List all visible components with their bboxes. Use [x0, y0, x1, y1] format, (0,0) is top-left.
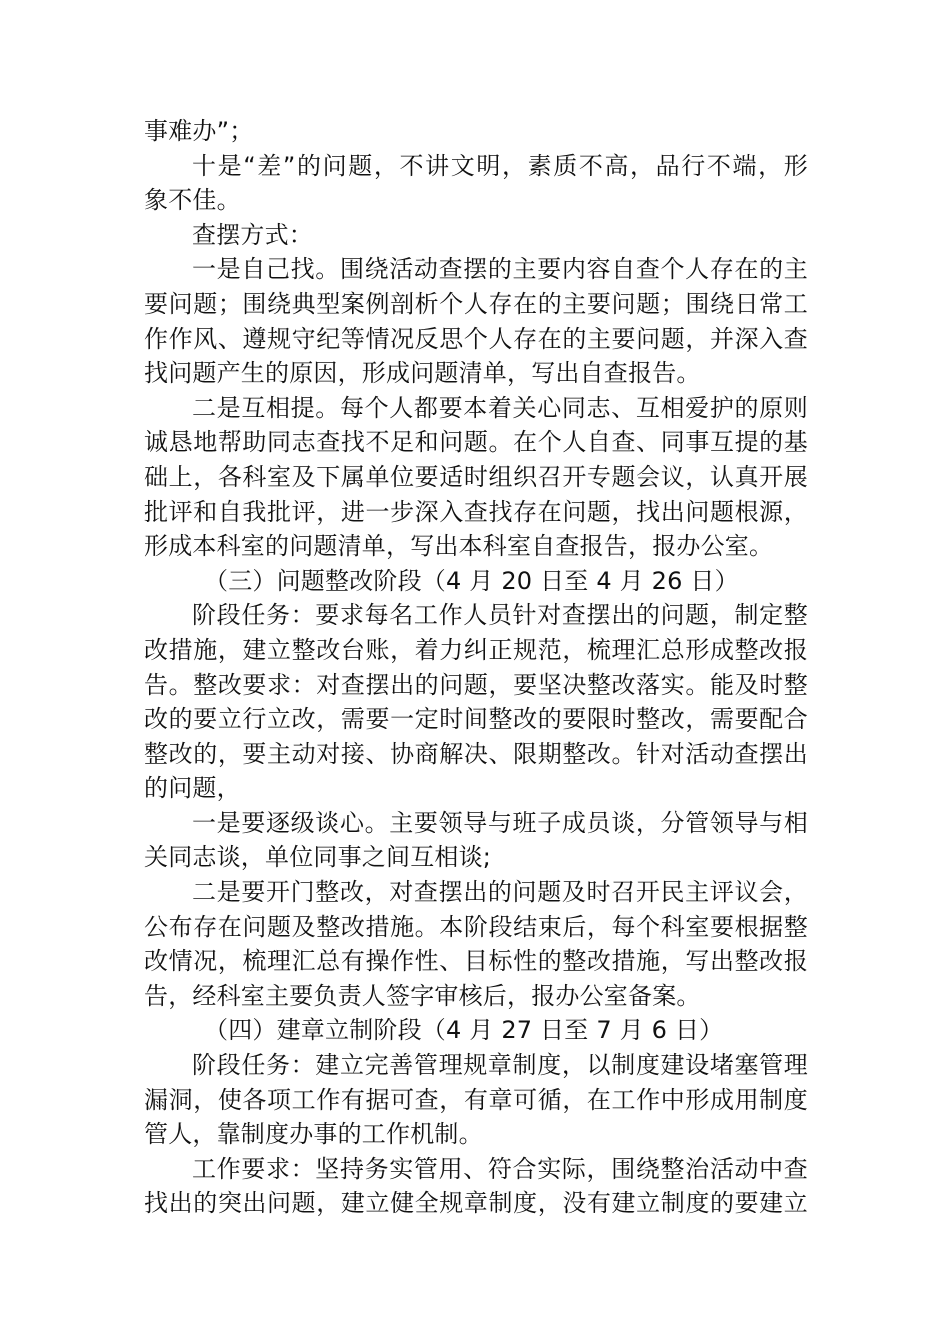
text-line: 的问题，: [144, 774, 241, 803]
text-line: 漏洞，使各项工作有据可查，有章可循，在工作中形成用制度: [144, 1085, 808, 1114]
text-line: 要问题；围绕典型案例剖析个人存在的主要问题；围绕日常工: [144, 289, 808, 318]
text-line: 事难办”；: [144, 117, 254, 145]
text-line: 改情况，梳理汇总有操作性、目标性的整改措施，写出整改报: [144, 947, 808, 976]
text-line: 十是“差”的问题，不讲文明，素质不高，品行不端，形: [192, 151, 808, 180]
text-line: 诚恳地帮助同志查找不足和问题。在个人自查、同事互提的基: [144, 428, 808, 457]
text-line: 阶段任务：建立完善管理规章制度，以制度建设堵塞管理: [192, 1051, 808, 1080]
text-line: 阶段任务：要求每名工作人员针对查摆出的问题，制定整: [192, 601, 808, 630]
section-heading: （四）建章立制阶段（4 月 27 日至 7 月 6 日）: [204, 1016, 724, 1045]
text-line: 找出的突出问题，建立健全规章制度，没有建立制度的要建立: [144, 1189, 808, 1218]
text-line: 告，经科室主要负责人签字审核后，报办公室备案。: [144, 981, 701, 1010]
text-line: 批评和自我批评，进一步深入查找存在问题，找出问题根源，: [144, 497, 808, 526]
text-line: 查摆方式：: [192, 220, 313, 249]
text-line: 一是自己找。围绕活动查摆的主要内容自查个人存在的主: [192, 255, 808, 284]
text-line: 作作风、遵规守纪等情况反思个人存在的主要问题，并深入查: [144, 324, 808, 353]
body-text: [144, 114, 808, 1221]
text-line: 象不佳。: [144, 186, 241, 215]
text-line: 整改的，要主动对接、协商解决、限期整改。针对活动查摆出: [144, 739, 808, 768]
section-heading: （三）问题整改阶段（4 月 20 日至 4 月 26 日）: [204, 566, 739, 595]
text-line: 公布存在问题及整改措施。本阶段结束后，每个科室要根据整: [144, 912, 808, 941]
text-line: 找问题产生的原因，形成问题清单，写出自查报告。: [144, 359, 701, 388]
text-line: 关同志谈，单位同事之间互相谈;: [144, 843, 492, 872]
text-line: 告。整改要求：对查摆出的问题，要坚决整改落实。能及时整: [144, 670, 808, 699]
text-line: 二是互相提。每个人都要本着关心同志、互相爱护的原则: [192, 393, 808, 422]
text-line: 管人，靠制度办事的工作机制。: [144, 1120, 483, 1149]
text-line: 一是要逐级谈心。主要领导与班子成员谈，分管领导与相: [192, 808, 808, 837]
text-line: 工作要求：坚持务实管用、符合实际，围绕整治活动中查: [192, 1154, 808, 1183]
text-line: 二是要开门整改，对查摆出的问题及时召开民主评议会，: [192, 878, 808, 907]
text-line: 形成本科室的问题清单，写出本科室自查报告，报办公室。: [144, 532, 774, 561]
text-line: 础上，各科室及下属单位要适时组织召开专题会议，认真开展: [144, 462, 808, 491]
text-line: 改的要立行立改，需要一定时间整改的要限时整改，需要配合: [144, 705, 808, 734]
text-line: 改措施，建立整改台账，着力纠正规范，梳理汇总形成整改报: [144, 635, 808, 664]
